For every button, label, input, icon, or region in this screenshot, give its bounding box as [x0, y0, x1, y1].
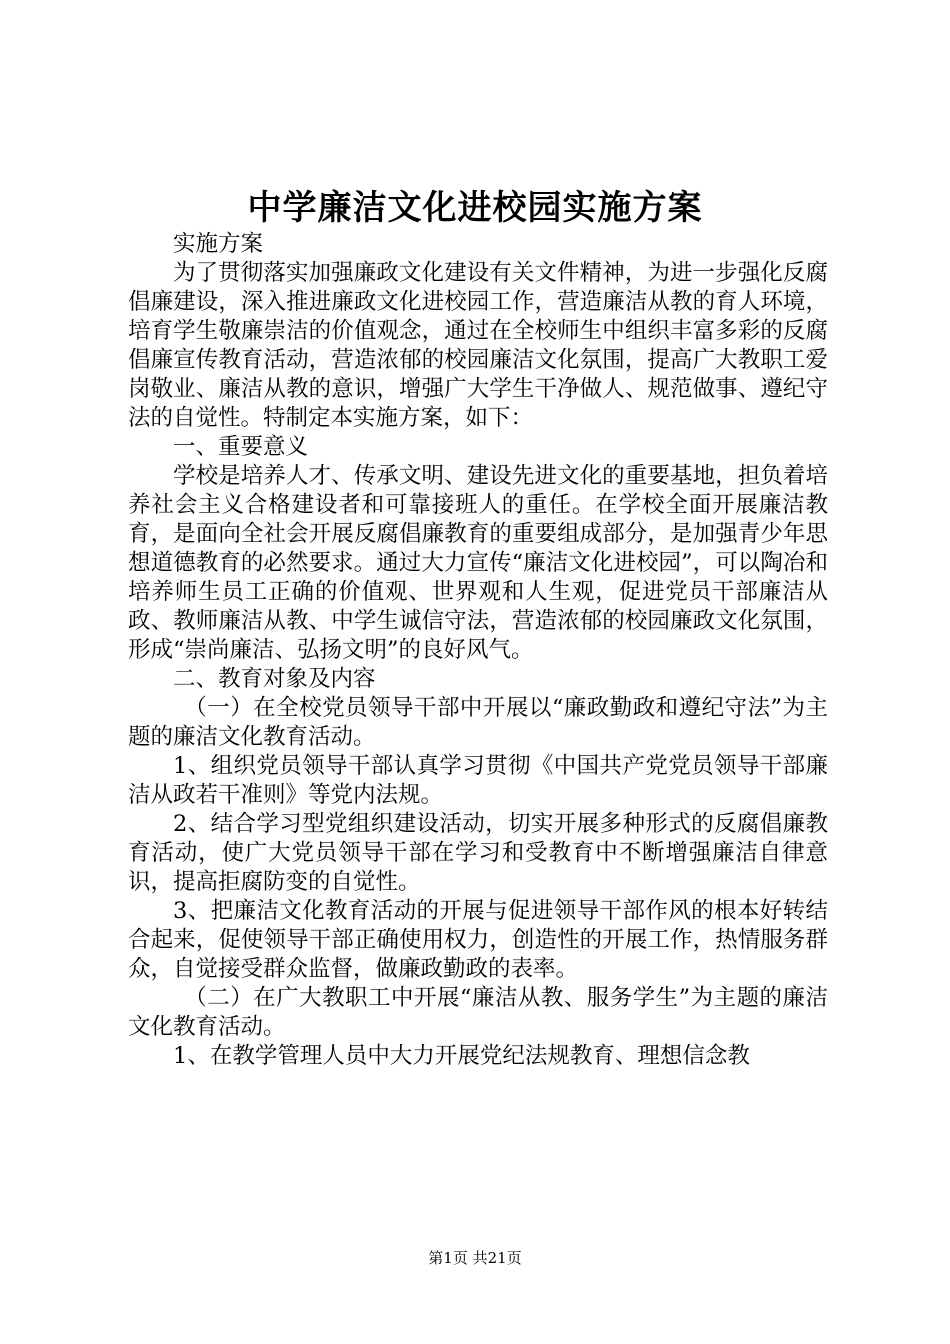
paragraph-significance: 学校是培养人才、传承文明、建设先进文化的重要基地，担负着培养社会主义合格建设者和可靠接班人的重任。在学校全面开展廉洁教育，是面向全社会开展反腐倡廉教育的重要组成部分，是加强青少年思想道德教育的必然要求。通过大力宣传“廉洁文化进校园”，可以陶冶和培养师生员工正确的价值观、世界观和人生观，促进党员干部廉洁从政、教师廉洁从教、中学生诚信守法，营造浓郁的校园廉政文化氛围，形成“崇尚廉洁、弘扬文明”的良好风气。	[128, 463, 828, 663]
list-item-2: 2、结合学习型党组织建设活动，切实开展多种形式的反腐倡廉教育活动，使广大党员领导干部在学习和受教育中不断增强廉洁自律意识，提高拒腐防变的自觉性。	[128, 811, 828, 895]
paragraph-intro-label: 实施方案	[173, 231, 264, 257]
document-title: 中学廉洁文化进校园实施方案	[247, 188, 703, 228]
paragraph-purpose: 为了贯彻落实加强廉政文化建设有关文件精神，为进一步强化反腐倡廉建设，深入推进廉政文化进校园工作，营造廉洁从教的育人环境，培育学生敬廉崇洁的价值观念，通过在全校师生中组织丰富多彩的反腐倡廉宣传教育活动，营造浓郁的校园廉洁文化氛围，提高广大教职工爱岗敬业、廉洁从教的意识，增强广大学生干净做人、规范做事、遵纪守法的自觉性。特制定本实施方案，如下：	[128, 260, 828, 431]
subheading-staff: （二）在广大教职工中开展“廉洁从教、服务学生”为主题的廉洁文化教育活动。	[128, 985, 828, 1040]
list-item-1: 1、组织党员领导干部认真学习贯彻《中国共产党党员领导干部廉洁从政若干准则》等党内法规。	[128, 753, 828, 808]
page-footer: 第1页 共21页	[428, 1249, 522, 1267]
list-item-3: 3、把廉洁文化教育活动的开展与促进领导干部作风的根本好转结合起来，促使领导干部正确使用权力，创造性的开展工作，热情服务群众，自觉接受群众监督，做廉政勤政的表率。	[128, 898, 828, 982]
list-item-staff-1: 1、在教学管理人员中大力开展党纪法规教育、理想信念教	[173, 1043, 750, 1069]
subheading-party-leaders: （一）在全校党员领导干部中开展以“廉政勤政和遵纪守法”为主题的廉洁文化教育活动。	[128, 695, 828, 750]
document-body	[128, 230, 828, 1071]
heading-targets-content: 二、教育对象及内容	[173, 666, 376, 692]
heading-significance: 一、重要意义	[173, 434, 309, 460]
